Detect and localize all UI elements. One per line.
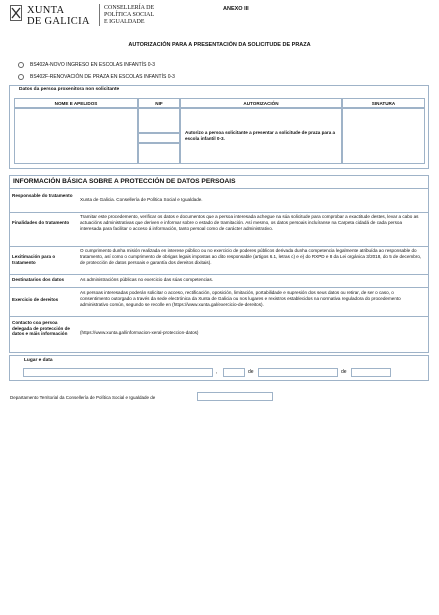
row-divider — [9, 212, 429, 213]
header-signature: SINATURA — [342, 98, 425, 108]
org-sub-line3: E IGUALDADE — [104, 19, 145, 25]
header-name: NOME E APELIDOS — [14, 98, 138, 108]
row-value-contacto: (https://www.xunta.gal/informacion-xeral-proteccion-datos) — [80, 330, 199, 335]
option-label: BS402A-NOVO INGRESO EN ESCOLAS INFANTÍS 0-3 — [30, 62, 156, 68]
month-input[interactable] — [258, 368, 338, 377]
nif-input-2[interactable] — [138, 133, 180, 143]
row-label-dereitos: Exercicio de dereitos — [12, 297, 59, 302]
row-label-contacto: Contacto coa persoa delegada de protección de datos e máis información — [12, 320, 70, 337]
row-divider — [9, 246, 429, 247]
persons-caption: Datos da persoa proxenitora non solicitante — [19, 87, 120, 92]
date-word-de-1: de — [248, 369, 254, 375]
row-divider — [9, 188, 429, 189]
nif-input-3[interactable] — [138, 143, 180, 164]
row-value-lexitimacion: O cumprimento dunha misión realizada en interese público ou no exercicio de poderes públicos derivada dunha competencia legalmente atribuída ao responsable do tratamento, así como o cumprimento de obrigas legais impostas ao dito responsable (artigos 6.1, letras c) e e) do RXPD e 8 da Lei orgánica 3/2018, do 5 de decembro, de protección de datos persoais e garantía dos dereitos dixitais). — [80, 248, 422, 266]
date-word-de-2: de — [341, 369, 347, 375]
org-sub-line2: POLÍTICA SOCIAL — [104, 12, 155, 18]
row-value-finalidades: Tramitar este procedemento, verificar os datos e documentos que a persoa interesada achegue na súa solicitude para comprobar a exactitude destes, levar a cabo as actuacións administrativas que deriven e informar sobre o estado de tramitación. Así mesmo, os datos persoais incluíranse na Carpeta cidadá de cada persoa interesada para facilitar o acceso á información, tanto persoal como de carácter administrativo. — [80, 214, 419, 232]
row-divider — [9, 274, 429, 275]
annex-label: ANEXO III — [223, 6, 249, 12]
row-value-dereitos: As persoas interesadas poderán solicitar o acceso, rectificación, oposición, limitación, portabilidade e supresión dos seus datos ou retirar, de ser o caso, o consentimento outorgado a través da sede electrónica da Xunta de Galicia ou nos lugares e rexistros establecidos na normativa reguladora do procedemento administrativo común, segundo se recolle en (https://www.xunta.gal/exercicio-de-dereitos). — [80, 290, 401, 308]
place-input[interactable] — [23, 368, 213, 377]
row-label-finalidades: Finalidades do tratamento — [12, 220, 70, 225]
org-name-line1: XUNTA — [27, 5, 65, 16]
name-input[interactable] — [14, 108, 138, 164]
org-sub-line1: CONSELLERÍA DE — [104, 5, 155, 11]
day-input[interactable] — [223, 368, 245, 377]
row-value-destinatarios: As administracións públicas no exercicio das súas competencias. — [80, 277, 214, 282]
row-label-responsable: Responsable do tratamento — [12, 193, 73, 198]
radio-button[interactable] — [18, 62, 24, 68]
department-input[interactable] — [197, 392, 273, 401]
row-label-lexitimacion: Lexitimación para o tratamento — [12, 254, 56, 265]
document-title: AUTORIZACIÓN PARA A PRESENTACIÓN DA SOLICITUDE DE PRAZA — [128, 42, 311, 48]
header-nif: NIF — [138, 98, 180, 108]
header-authorization: AUTORIZACIÓN — [180, 98, 342, 108]
radio-button[interactable] — [18, 74, 24, 80]
row-value-responsable: Xunta de Galicia. Consellería de Política Social e Igualdade. — [80, 197, 203, 202]
signature-input[interactable] — [342, 108, 425, 164]
row-label-destinatarios: Destinatarios dos datos — [12, 277, 65, 282]
authorization-text: Autorizo a persoa solicitante a presentar a solicitude de praza para a escola infantil 0-3. — [180, 108, 342, 164]
option-bs402f[interactable] — [18, 74, 175, 80]
data-protection-title: INFORMACIÓN BÁSICA SOBRE A PROTECCIÓN DE DATOS PERSOAIS — [13, 178, 236, 185]
place-date-label: Lugar e data — [24, 358, 53, 363]
option-label: BS402F-RENOVACIÓN DE PRAZA EN ESCOLAS INFANTÍS 0-3 — [30, 74, 175, 80]
option-bs402a[interactable] — [18, 62, 155, 68]
place-date-separator: , — [216, 369, 218, 375]
year-input[interactable] — [351, 368, 391, 377]
row-divider — [9, 287, 429, 288]
department-label: Departamento Territorial da Consellería de Política Social e Igualdade de — [10, 395, 156, 400]
header-divider — [99, 4, 100, 26]
nif-input-1[interactable] — [138, 108, 180, 133]
org-name-line2: DE GALICIA — [27, 16, 90, 27]
row-divider — [9, 316, 429, 317]
xunta-logo-icon — [10, 5, 22, 21]
